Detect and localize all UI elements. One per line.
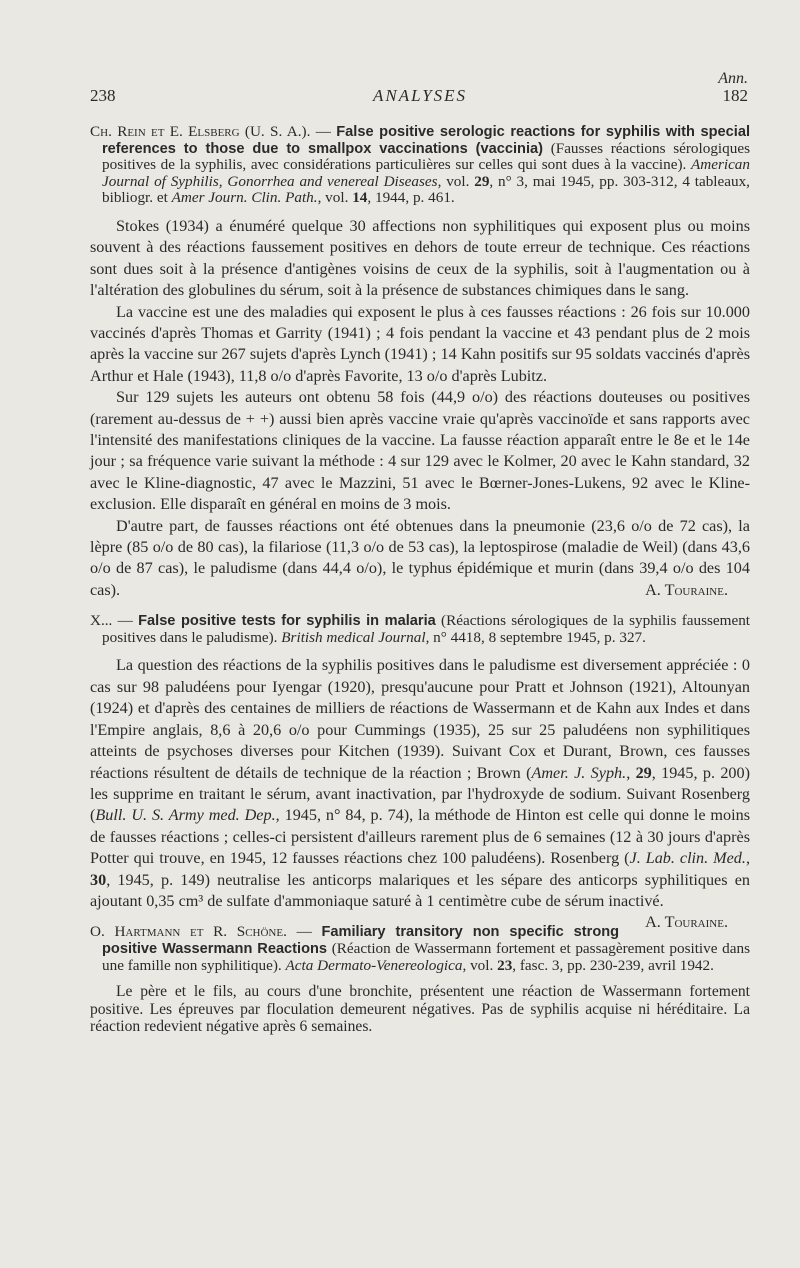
journal-abbrev: Ann. xyxy=(718,70,748,87)
article3-journal: Acta Dermato-Venereologica xyxy=(285,956,463,974)
article1-reference xyxy=(90,124,750,207)
article1-journal1: American Journal of Syphilis, Gonorrhea and venereal Diseases xyxy=(102,156,750,190)
article2-p1-part-d: , 1945, n° 84, p. 74), la méthode de Hinton est celle qui donne le moins de fausses réactions ; celles-ci persistent d'ailleurs rarement plus de 6 semaines (12 à 30 jours d'après Potter qui trouve, en 1945, 12 fausses réactions chez 100 paludéens). Rosenberg ( xyxy=(90,806,750,868)
article2-title-en: False positive tests for syphilis in malaria xyxy=(138,613,436,630)
article1-paragraph-1: Stokes (1934) a énuméré quelque 30 affections non syphilitiques qui exposent plus ou moins souvent à des réactions faussement positives en dehors de toute erreur de technique. Ces réactions sont dues soit à la présence d'antigènes voisins de ceux de la syphilis, soit à l'augmentation ou à l'altération des globulines du sérum, soit à la présence de substances chimiques dans le sang. xyxy=(90,216,750,300)
article2-authors: X... xyxy=(90,612,113,630)
article1-paragraph-3: Sur 129 sujets les auteurs ont obtenu 58 fois (44,9 o/o) des réactions douteuses ou positives (rarement au-dessus de + +) aussi bien après vaccine vraie qu'après vaccinoïde et sans rapports avec l'intensité des manifestations cliniques de la vaccine. La fausse réaction apparaît entre le 8e et le 14e jour ; sa fréquence varie suivant la méthode : 4 sur 129 avec le Kolmer, 20 avec le Kahn standard, 32 avec le Kline-diagnostic, 47 avec le Mazzini, 51 avec le Bœrner-Jones-Lukens, 92 avec le Kline-exclusion. Elle disparaît en général en moins de 3 mois. xyxy=(90,388,750,514)
article2-p1-journal3: J. Lab. clin. Med. xyxy=(629,849,746,868)
volume-number: 182 xyxy=(722,86,748,105)
article3-title-fr: (Réaction de Wassermann fortement et passagèrement positive dans une famille non syphilitique). xyxy=(102,939,750,974)
article1-paragraph-2: La vaccine est une des maladies qui exposent le plus à ces fausses réactions : 26 fois sur 10.000 vaccinés d'après Thomas et Garrity (1941) ; 4 fois pendant la vaccine et 43 pendant plus de 2 mois après la vaccine sur 267 sujets d'après Lynch (1941) ; 14 Kahn positifs sur 95 soldats vaccinés d'après Arthur et Hale (1943), 11,8 o/o d'après Favorite, 13 o/o d'après Lubitz. xyxy=(90,302,750,385)
article1-paragraph-4-text: D'autre part, de fausses réactions ont été obtenues dans la pneumonie (23,6 o/o de 72 cas), la lèpre (85 o/o de 80 cas), la filariose (11,3 o/o de 53 cas), la leptospirose (maladie de Weil) (dans 43,6 o/o de 87 cas), le paludisme (dans 44,4 o/o), le typhus épidémique et murin (dans 39,4 o/o des 104 cas). xyxy=(90,516,750,599)
article2-p1-part-e: , xyxy=(745,849,750,868)
article1-cite2a: , vol. xyxy=(317,189,353,207)
article1-title-en: False positive serologic reactions for syphilis with special references to those due to smallpox vaccinations (vaccinia) xyxy=(102,124,751,157)
article3-authors: O. Hartmann et R. Schöne. xyxy=(90,923,287,941)
article3-cite-a: , vol. xyxy=(462,956,498,974)
article2-journal: British medical Journal xyxy=(281,628,426,646)
article1-cite1a: , vol. xyxy=(437,172,475,190)
running-title: ANALYSES xyxy=(372,86,468,105)
article2-p1-vol1: 29 xyxy=(635,763,652,782)
article1-cite1b: , n° 3, mai 1945, pp. 303-312, 4 tableaux, bibliogr. et xyxy=(102,172,750,207)
article2-p1-part-b: , xyxy=(626,763,636,782)
article1-vol1: 29 xyxy=(474,172,490,190)
article2-reference xyxy=(90,613,750,646)
article2-cite: , n° 4418, 8 septembre 1945, p. 327. xyxy=(425,628,646,646)
article2-p1-journal1: Amer. J. Syph. xyxy=(531,763,627,782)
page-content xyxy=(90,124,750,1036)
article1-dash: — xyxy=(310,123,337,140)
article2-signature: A. Touraine. xyxy=(645,913,728,932)
article2-p1-journal2: Bull. U. S. Army med. Dep. xyxy=(95,806,276,825)
running-head xyxy=(90,70,750,110)
article1-signature: A. Touraine. xyxy=(645,580,728,599)
article1-journal2: Amer Journ. Clin. Path. xyxy=(171,189,318,207)
article1-paragraph-4 xyxy=(90,516,750,602)
article1-vol2: 14 xyxy=(352,189,368,207)
article2-p1-part-c: , 1945, p. 200) les supprime en traitant le sérum, avant inactivation, par l'hydroxyde de sodium. Suivant Rosenberg ( xyxy=(90,763,750,825)
article2-title-fr: (Réactions sérologiques de la syphilis faussement positives dans le paludisme). xyxy=(102,612,751,646)
article2-p1-part-a: La question des réactions de la syphilis positives dans le paludisme est diversement appréciée : 0 cas sur 98 paludéens pour Iyengar (1920), presqu'aucune pour Pratt et Johnson (1921), Altounyan (1924) et d'après des centaines de milliers de réactions de Wassermann et de Kahn aux Indes et dans l'Empire anglais, 8,6 à 20,6 o/o pour Cummings (1935), 25 sur 25 paludéens non syphilitiques atteints de psychoses diverses pour Kitchen (1939). Suivant Cox et Durant, Brown, ces fausses réactions résultent de détails de technique de la réaction ; Brown ( xyxy=(90,656,750,782)
article2-p1-part-f: , 1945, p. 149) neutralise les anticorps malariques et les sépare des anticorps syphilitiques en ajoutant 0,35 cm³ de sulfate d'ammoniaque saturé à 1 centimètre cube de sérum inactivé. xyxy=(90,870,750,910)
article1-cite2b: , 1944, p. 461. xyxy=(367,189,455,207)
article3-vol: 23 xyxy=(497,956,513,974)
article3-paragraph-1: Le père et le fils, au cours d'une bronchite, présentent une réaction de Wassermann fortement positive. Les épreuves par floculation demeurent négatives. Pas de syphilis acquise ni héréditaire. La réaction redevient négative après 6 semaines. xyxy=(90,983,750,1036)
article3-cite-b: , fasc. 3, pp. 230-239, avril 1942. xyxy=(512,956,714,974)
article3-title-en: Familiary transitory non specific strong positive Wassermann Reactions xyxy=(102,924,620,957)
article1-authors: Ch. Rein et E. Elsberg (U. S. A.). xyxy=(90,123,311,140)
article3-dash: — xyxy=(286,923,322,941)
article2-p1-vol3: 30 xyxy=(90,870,107,889)
article1-title-fr: (Fausses réactions sérologiques positives de la syphilis, avec considérations particulières sur celles qui sont dues à la vaccine). xyxy=(102,139,750,174)
article2-dash: — xyxy=(112,612,139,630)
page-number: 238 xyxy=(90,86,116,105)
